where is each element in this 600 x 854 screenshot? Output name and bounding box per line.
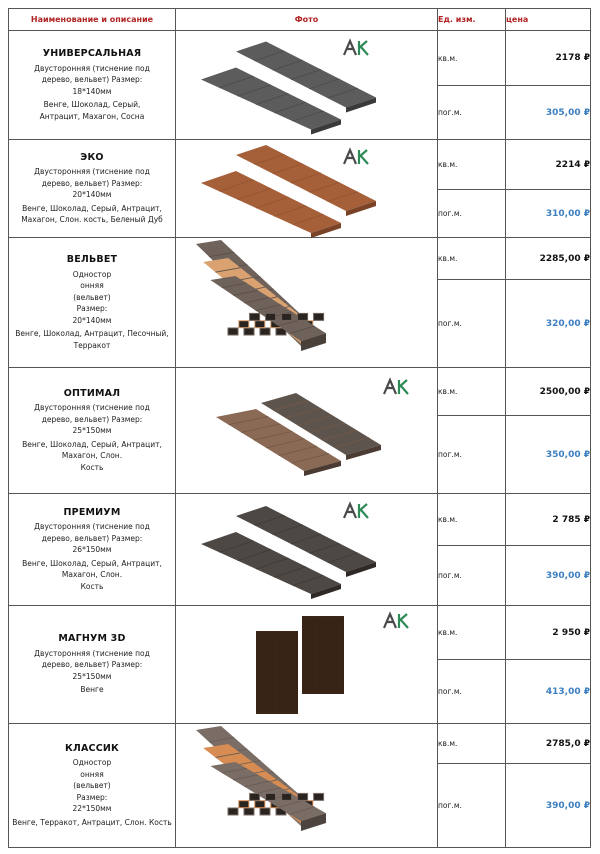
wenge-boards-icon	[176, 606, 438, 724]
logo-letter-a	[344, 41, 356, 55]
product-desc-line: 20*140мм	[72, 315, 112, 325]
product-photo	[176, 140, 438, 238]
board-hollow	[244, 808, 254, 815]
unit-sqm: кв.м.	[438, 238, 506, 280]
product-photo	[176, 724, 438, 848]
brand-logo	[384, 380, 408, 394]
board-hollow	[239, 801, 249, 808]
brand-logo	[344, 150, 368, 164]
product-desc-line: дерево, вельвет) Размер:	[41, 75, 143, 84]
unit-lm: пог.м.	[438, 190, 506, 238]
header-unit: Ед. изм.	[438, 9, 506, 31]
price-sqm: 2785,0 ₽	[506, 724, 591, 764]
price-sqm: 2 785 ₽	[506, 494, 591, 546]
product-desc-line: Двусторонняя (тиснение под	[34, 522, 150, 532]
product-row	[9, 724, 591, 764]
product-desc-line: дерево, вельвет) Размер:	[41, 178, 143, 188]
board-face	[256, 631, 298, 714]
product-colors	[9, 439, 175, 474]
product-color-line: Махагон, Слон.	[61, 570, 123, 580]
product-desc-line: Размер:	[76, 792, 108, 802]
product-desc-line: 18*140мм	[72, 86, 112, 96]
product-desc-line: онняя	[80, 769, 104, 779]
product-desc-line: Размер:	[76, 304, 108, 313]
logo-letter-a	[384, 380, 396, 394]
product-desc-line: дерево, вельвет) Размер:	[41, 533, 143, 543]
product-color-line: Кость	[80, 462, 104, 472]
product-colors	[9, 99, 175, 122]
product-name: ВЕЛЬВЕТ	[66, 254, 118, 265]
board-hollow	[255, 321, 265, 328]
product-desc-line: Одностор	[72, 758, 112, 768]
logo-letter-k	[359, 504, 368, 518]
product-desc-line: 25*150мм	[72, 671, 112, 681]
product-color-line: Венге, Шоколад, Серый, Антрацит,	[22, 439, 162, 449]
unit-sqm: кв.м.	[438, 494, 506, 546]
product-color-line: Махагон, Слон. кость, Беленый Дуб	[21, 215, 163, 224]
brand-logo	[344, 41, 368, 55]
price-lm: 305,00 ₽	[506, 86, 591, 140]
logo-letter-k	[399, 380, 408, 394]
unit-lm: пог.м.	[438, 86, 506, 140]
board-hollow	[314, 313, 324, 320]
product-desc-line: 26*150мм	[72, 545, 112, 555]
product-name: МАГНУМ 3D	[58, 633, 126, 645]
board-hollow	[250, 793, 260, 800]
product-description	[9, 606, 176, 724]
price-lm: 390,00 ₽	[506, 546, 591, 606]
unit-sqm: кв.м.	[438, 724, 506, 764]
product-color-line: Венге, Терракот, Антрацит, Слон. Кость	[12, 817, 172, 827]
board-hollow	[228, 808, 238, 815]
product-colors	[9, 203, 175, 226]
logo-letter-a	[344, 504, 356, 518]
product-color-line: Антрацит, Махагон, Сосна	[39, 111, 145, 121]
header-name: Наименование и описание	[9, 9, 176, 31]
board-hollow	[282, 793, 292, 800]
product-description	[9, 140, 176, 238]
product-color-line: Венге, Шоколад, Серый, Антрацит,	[22, 203, 162, 213]
product-desc-line: Двусторонняя (тиснение под	[34, 167, 150, 176]
header-row	[9, 9, 591, 31]
product-desc-line: Двусторонняя (тиснение под	[34, 403, 150, 413]
board-hollow	[298, 793, 308, 800]
product-description	[9, 238, 176, 368]
price-sqm: 2214 ₽	[506, 140, 591, 190]
product-photo	[176, 494, 438, 606]
brand-logo	[344, 504, 368, 518]
header-photo: Фото	[176, 9, 438, 31]
logo-letter-k	[399, 614, 408, 628]
product-description	[9, 31, 176, 140]
product-color-line: Венге, Шоколад, Серый, Антрацит,	[22, 558, 162, 568]
product-name: ОПТИМАЛ	[63, 387, 121, 399]
board-hollow	[298, 313, 308, 320]
product-color-line: Венге, Шоколад, Серый,	[43, 100, 141, 109]
unit-sqm: кв.м.	[438, 606, 506, 660]
board-hollow	[255, 801, 265, 808]
product-name: ЭКО	[80, 151, 104, 163]
product-desc-line: дерево, вельвет) Размер:	[41, 660, 143, 670]
product-desc-line: 22*150мм	[72, 804, 112, 814]
product-row	[9, 368, 591, 416]
product-row	[9, 31, 591, 86]
product-photo	[176, 31, 438, 140]
product-desc-line: 20*140мм	[72, 190, 112, 199]
product-description	[9, 724, 176, 848]
board-hollow	[239, 321, 249, 328]
product-color-line: Кость	[80, 581, 104, 591]
price-sqm: 2 950 ₽	[506, 606, 591, 660]
product-name: КЛАССИК	[64, 742, 120, 754]
product-desc-line: дерево, вельвет) Размер:	[41, 414, 143, 424]
product-color-line: Венге	[80, 685, 104, 695]
unit-sqm: кв.м.	[438, 140, 506, 190]
board-hollow	[266, 793, 276, 800]
product-colors	[9, 684, 175, 696]
price-table	[8, 8, 591, 848]
product-row	[9, 140, 591, 190]
price-sqm: 2178 ₽	[506, 31, 591, 86]
product-colors	[9, 817, 175, 829]
dark-boards-icon	[176, 494, 438, 606]
board-hollow	[260, 328, 270, 335]
unit-lm: пог.м.	[438, 280, 506, 368]
unit-lm: пог.м.	[438, 764, 506, 848]
unit-sqm: кв.м.	[438, 368, 506, 416]
product-colors	[9, 558, 175, 593]
product-photo	[176, 238, 438, 368]
product-desc-line: онняя	[80, 281, 104, 290]
board-hollow	[228, 328, 238, 335]
price-lm: 310,00 ₽	[506, 190, 591, 238]
product-color-line: Венге, Шоколад, Антрацит, Песочный,	[15, 329, 169, 338]
product-photo	[176, 606, 438, 724]
product-row	[9, 238, 591, 280]
price-sqm: 2285,00 ₽	[506, 238, 591, 280]
logo-letter-a	[344, 150, 356, 164]
grey-brown-boards-icon	[176, 368, 438, 494]
price-lm: 320,00 ₽	[506, 280, 591, 368]
price-sqm: 2500,00 ₽	[506, 368, 591, 416]
product-color-line: Терракот	[73, 340, 111, 350]
board-hollow	[314, 793, 324, 800]
board-hollow	[282, 313, 292, 320]
header-price: цена	[506, 9, 591, 31]
board-hollow	[266, 313, 276, 320]
logo-letter-k	[359, 41, 368, 55]
price-lm: 350,00 ₽	[506, 416, 591, 494]
brand-logo	[384, 614, 408, 628]
product-desc-line: (вельвет)	[73, 781, 111, 791]
stacked-boards-icon	[176, 238, 438, 368]
board-hollow	[244, 328, 254, 335]
brown-boards-icon	[176, 140, 438, 238]
product-description	[9, 494, 176, 606]
product-desc-line: 25*150мм	[72, 426, 112, 436]
unit-lm: пог.м.	[438, 660, 506, 724]
product-row	[9, 606, 591, 660]
unit-lm: пог.м.	[438, 416, 506, 494]
product-desc-line: Одностор	[72, 269, 112, 279]
product-desc-line: Двусторонняя (тиснение под	[34, 648, 150, 658]
unit-sqm: кв.м.	[438, 31, 506, 86]
price-lm: 413,00 ₽	[506, 660, 591, 724]
board-hollow	[260, 808, 270, 815]
grey-boards-icon	[176, 31, 438, 140]
product-name: ПРЕМИУМ	[63, 506, 121, 518]
product-photo	[176, 368, 438, 494]
board-hollow	[250, 313, 260, 320]
price-lm: 390,00 ₽	[506, 764, 591, 848]
product-description	[9, 368, 176, 494]
unit-lm: пог.м.	[438, 546, 506, 606]
board-face	[302, 616, 344, 694]
logo-letter-k	[359, 150, 368, 164]
product-color-line: Махагон, Слон.	[61, 451, 123, 461]
product-colors	[9, 328, 175, 351]
product-row	[9, 494, 591, 546]
product-desc-line: (вельвет)	[73, 292, 111, 302]
logo-letter-a	[384, 614, 396, 628]
product-name: УНИВЕРСАЛЬНАЯ	[42, 48, 142, 59]
stacked-boards-icon-2	[176, 724, 438, 848]
product-desc-line: Двусторонняя (тиснение под	[34, 63, 150, 73]
